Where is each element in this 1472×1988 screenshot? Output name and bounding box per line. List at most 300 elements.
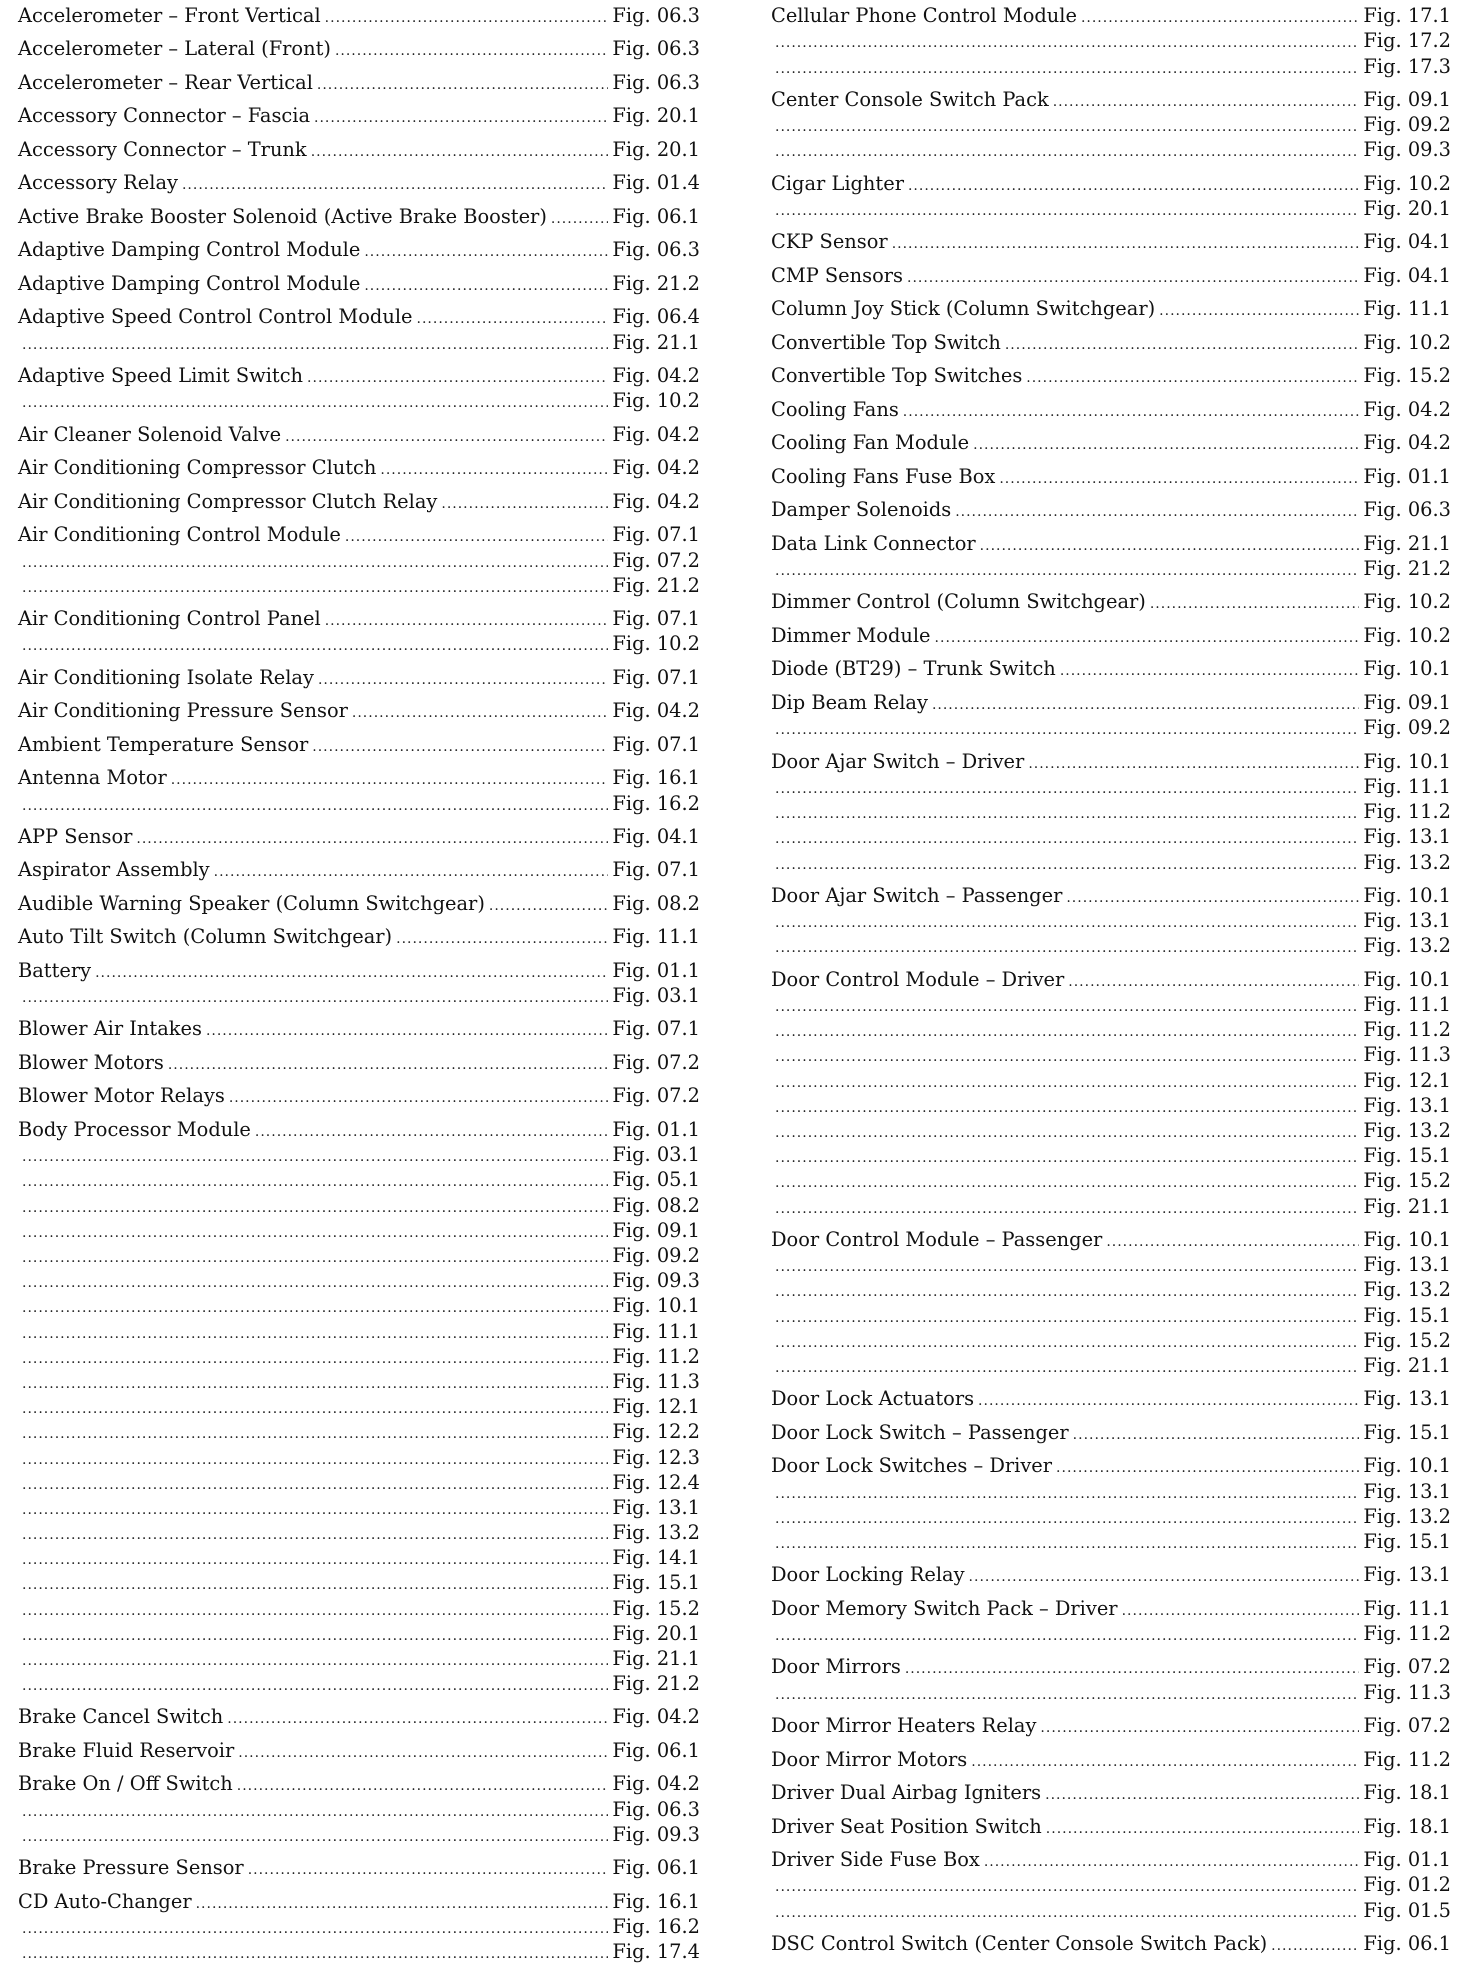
dot-leader xyxy=(1046,1817,1360,1842)
figure-reference: Fig. 09.2 xyxy=(1363,716,1451,740)
dot-leader xyxy=(314,106,608,131)
figure-reference: Fig. 13.1 xyxy=(1363,1093,1451,1117)
dot-leader xyxy=(905,1657,1360,1682)
index-entry xyxy=(18,732,700,757)
figure-reference: Fig. 09.2 xyxy=(1363,113,1451,137)
index-entry-line xyxy=(771,623,1451,648)
figure-reference: Fig. 10.2 xyxy=(1363,171,1451,195)
figure-reference: Fig. 15.1 xyxy=(1363,1529,1451,1553)
component-name: Air Conditioning Control Panel xyxy=(18,607,321,631)
figure-reference: Fig. 17.3 xyxy=(1363,54,1451,78)
component-name: Adaptive Damping Control Module xyxy=(18,271,361,295)
index-entry-line xyxy=(771,1596,1451,1621)
figure-reference: Fig. 03.1 xyxy=(612,1143,700,1167)
dot-leader xyxy=(311,140,609,165)
figure-reference: Fig. 07.1 xyxy=(612,523,700,547)
index-entry-continuation xyxy=(18,1621,700,1646)
component-name: Door Ajar Switch – Passenger xyxy=(771,883,1063,907)
figure-reference: Fig. 07.2 xyxy=(1363,1655,1451,1679)
dot-leader xyxy=(1066,886,1359,911)
index-entry xyxy=(771,363,1451,388)
figure-reference: Fig. 11.3 xyxy=(612,1369,700,1393)
index-entry xyxy=(771,1386,1451,1411)
index-entry-line xyxy=(18,698,700,723)
dot-leader xyxy=(318,668,608,693)
index-entry-line xyxy=(771,656,1451,681)
component-name: Dimmer Control (Column Switchgear) xyxy=(771,590,1146,614)
figure-reference: Fig. 15.1 xyxy=(612,1571,700,1595)
figure-reference: Fig. 13.1 xyxy=(612,1495,700,1519)
figure-reference: Fig. 04.2 xyxy=(612,489,700,513)
index-column-right xyxy=(771,3,1451,1964)
component-name: Data Link Connector xyxy=(771,531,976,555)
dot-leader xyxy=(22,1624,608,1649)
index-entry xyxy=(771,1747,1451,1772)
component-name: Air Conditioning Pressure Sensor xyxy=(18,699,348,723)
index-entry-continuation xyxy=(18,1646,700,1671)
index-entry xyxy=(771,1453,1451,1554)
component-name: Adaptive Damping Control Module xyxy=(18,238,361,262)
component-name: Convertible Top Switch xyxy=(771,330,1001,354)
figure-reference: Fig. 13.1 xyxy=(1363,1479,1451,1503)
index-entry xyxy=(18,237,700,262)
dot-leader xyxy=(1005,333,1360,358)
figure-reference: Fig. 10.2 xyxy=(612,389,700,413)
index-entry-continuation xyxy=(18,548,700,573)
dot-leader xyxy=(417,307,609,332)
dot-leader xyxy=(22,1170,608,1195)
figure-reference: Fig. 16.2 xyxy=(612,791,700,815)
figure-reference: Fig. 11.1 xyxy=(1363,1596,1451,1620)
index-entry-continuation xyxy=(771,28,1451,53)
figure-reference: Fig. 10.2 xyxy=(612,632,700,656)
component-name: Accelerometer – Lateral (Front) xyxy=(18,37,331,61)
index-entry-continuation xyxy=(771,1680,1451,1705)
figure-reference: Fig. 06.1 xyxy=(612,1738,700,1762)
index-entry-continuation xyxy=(771,933,1451,958)
figure-reference: Fig. 15.1 xyxy=(1363,1420,1451,1444)
component-name: Door Lock Switch – Passenger xyxy=(771,1420,1069,1444)
index-entry xyxy=(771,749,1451,875)
figure-reference: Fig. 15.1 xyxy=(1363,1144,1451,1168)
dot-leader xyxy=(22,333,608,358)
figure-reference: Fig. 04.1 xyxy=(1363,230,1451,254)
dot-leader xyxy=(352,701,609,726)
figure-reference: Fig. 13.2 xyxy=(1363,934,1451,958)
index-entry-line xyxy=(18,522,700,547)
figure-reference: Fig. 09.3 xyxy=(612,1269,700,1293)
index-entry-continuation xyxy=(771,1277,1451,1302)
figure-reference: Fig. 10.1 xyxy=(1363,749,1451,773)
dot-leader xyxy=(1068,970,1359,995)
figure-reference: Fig. 04.1 xyxy=(1363,263,1451,287)
component-name: DSC Control Switch (Center Console Switch Pack) xyxy=(771,1931,1268,1955)
figure-reference: Fig. 04.2 xyxy=(612,1705,700,1729)
figure-reference: Fig. 09.3 xyxy=(1363,138,1451,162)
figure-reference: Fig. 13.1 xyxy=(1363,1387,1451,1411)
component-name: Ambient Temperature Sensor xyxy=(18,732,309,756)
index-entry-line xyxy=(771,1453,1451,1478)
dot-leader xyxy=(1056,1456,1359,1481)
component-name: Door Control Module – Passenger xyxy=(771,1227,1103,1251)
index-entry xyxy=(18,1771,700,1847)
dot-leader xyxy=(22,391,608,416)
index-entry-continuation xyxy=(18,1470,700,1495)
figure-reference: Fig. 13.1 xyxy=(1363,1563,1451,1587)
component-name: Convertible Top Switches xyxy=(771,364,1023,388)
component-name: Cellular Phone Control Module xyxy=(771,4,1077,27)
figure-reference: Fig. 15.2 xyxy=(1363,364,1451,388)
dot-leader xyxy=(775,57,1359,82)
index-entry xyxy=(771,87,1451,163)
index-entry xyxy=(18,1050,700,1075)
figure-reference: Fig. 04.2 xyxy=(612,422,700,446)
index-entry-continuation xyxy=(771,137,1451,162)
figure-reference: Fig. 10.1 xyxy=(1363,1454,1451,1478)
index-entry xyxy=(771,1562,1451,1587)
index-entry-continuation xyxy=(18,1914,700,1939)
index-entry xyxy=(18,1016,700,1041)
index-entry-line xyxy=(771,171,1451,196)
index-entry-line xyxy=(771,883,1451,908)
index-entry-line xyxy=(18,271,700,296)
index-entry-continuation xyxy=(771,992,1451,1017)
index-entry-continuation xyxy=(18,791,700,816)
index-entry-continuation xyxy=(771,1194,1451,1219)
index-entry-continuation xyxy=(18,1344,700,1369)
figure-reference: Fig. 04.2 xyxy=(612,456,700,480)
index-entry-line xyxy=(771,1386,1451,1411)
figure-reference: Fig. 01.1 xyxy=(1363,464,1451,488)
figure-reference: Fig. 07.2 xyxy=(612,548,700,572)
figure-reference: Fig. 11.1 xyxy=(1363,297,1451,321)
figure-reference: Fig. 05.1 xyxy=(612,1168,700,1192)
figure-reference: Fig. 20.1 xyxy=(1363,197,1451,221)
figure-reference: Fig. 21.2 xyxy=(612,573,700,597)
index-entry xyxy=(18,137,700,162)
component-name: Brake Cancel Switch xyxy=(18,1705,224,1729)
dot-leader xyxy=(22,1145,608,1170)
index-entry-continuation xyxy=(18,1570,700,1595)
figure-reference: Fig. 06.3 xyxy=(612,4,700,27)
dot-leader xyxy=(775,1071,1359,1096)
index-entry xyxy=(18,304,700,355)
dot-leader xyxy=(136,827,608,852)
component-name: Blower Air Intakes xyxy=(18,1017,202,1041)
index-entry-continuation xyxy=(18,573,700,598)
component-name: Cooling Fans xyxy=(771,397,899,421)
index-entry-continuation xyxy=(771,1252,1451,1277)
figure-reference: Fig. 01.1 xyxy=(612,1117,700,1141)
index-entry xyxy=(771,229,1451,254)
dot-leader xyxy=(775,777,1359,802)
dot-leader xyxy=(775,140,1359,165)
figure-reference: Fig. 18.1 xyxy=(1363,1814,1451,1838)
index-entry xyxy=(771,656,1451,681)
dot-leader xyxy=(775,115,1359,140)
dot-leader xyxy=(775,853,1359,878)
figure-reference: Fig. 17.1 xyxy=(1363,4,1451,27)
dot-leader xyxy=(908,174,1359,199)
index-entry-line xyxy=(18,665,700,690)
dot-leader xyxy=(325,6,609,31)
index-entry-continuation xyxy=(18,1293,700,1318)
dot-leader xyxy=(22,1599,608,1624)
index-entry xyxy=(18,958,700,1009)
index-entry-line xyxy=(18,455,700,480)
figure-reference: Fig. 13.2 xyxy=(1363,1504,1451,1528)
figure-reference: Fig. 12.1 xyxy=(1363,1068,1451,1092)
dot-leader xyxy=(22,1548,608,1573)
index-entry xyxy=(18,1889,700,1965)
index-entry xyxy=(18,857,700,882)
index-entry-line xyxy=(771,531,1451,556)
figure-reference: Fig. 09.1 xyxy=(612,1218,700,1242)
dot-leader xyxy=(22,1196,608,1221)
figure-reference: Fig. 21.1 xyxy=(1363,531,1451,555)
index-entry xyxy=(18,824,700,849)
index-entry-line xyxy=(771,3,1451,28)
dot-leader xyxy=(22,1800,608,1825)
component-name: Center Console Switch Pack xyxy=(771,87,1049,111)
index-entry-line xyxy=(18,1016,700,1041)
figure-reference: Fig. 10.1 xyxy=(1363,883,1451,907)
component-name: Column Joy Stick (Column Switchgear) xyxy=(771,297,1156,321)
component-name: Body Processor Module xyxy=(18,1117,251,1141)
index-entry-line xyxy=(18,1050,700,1075)
index-entry-continuation xyxy=(18,330,700,355)
index-entry-line xyxy=(771,1420,1451,1445)
figure-reference: Fig. 20.1 xyxy=(612,137,700,161)
index-entry xyxy=(771,1814,1451,1839)
component-name: Cooling Fans Fuse Box xyxy=(771,464,996,488)
figure-reference: Fig. 21.1 xyxy=(1363,1353,1451,1377)
component-name: Cooling Fan Module xyxy=(771,431,970,455)
figure-reference: Fig. 20.1 xyxy=(612,1621,700,1645)
component-name: Diode (BT29) – Trunk Switch xyxy=(771,657,1056,681)
figure-reference: Fig. 13.2 xyxy=(1363,1118,1451,1142)
dot-leader xyxy=(22,1347,608,1372)
dot-leader xyxy=(255,1120,609,1145)
dot-leader xyxy=(22,1422,608,1447)
dot-leader xyxy=(903,400,1360,425)
index-entry xyxy=(771,296,1451,321)
dot-leader xyxy=(307,366,608,391)
component-name: Door Lock Switches – Driver xyxy=(771,1454,1053,1478)
dot-leader xyxy=(973,433,1359,458)
figure-reference: Fig. 20.1 xyxy=(612,104,700,128)
figure-reference: Fig. 21.2 xyxy=(612,271,700,295)
component-name: APP Sensor xyxy=(18,824,133,848)
dot-leader xyxy=(22,1322,608,1347)
index-entry-continuation xyxy=(771,1168,1451,1193)
figure-reference: Fig. 09.1 xyxy=(1363,87,1451,111)
index-entry-continuation xyxy=(771,1303,1451,1328)
figure-reference: Fig. 04.2 xyxy=(1363,431,1451,455)
index-entry-continuation xyxy=(18,1142,700,1167)
figure-reference: Fig. 15.1 xyxy=(1363,1303,1451,1327)
index-entry-continuation xyxy=(18,1445,700,1470)
dot-leader xyxy=(237,1774,609,1799)
component-name: Brake Fluid Reservoir xyxy=(18,1738,235,1762)
index-entry-continuation xyxy=(18,1193,700,1218)
figure-reference: Fig. 12.2 xyxy=(612,1420,700,1444)
dot-leader xyxy=(168,1053,609,1078)
index-entry-continuation xyxy=(18,1797,700,1822)
index-entry xyxy=(771,1713,1451,1738)
component-name: Door Lock Actuators xyxy=(771,1387,975,1411)
dot-leader xyxy=(775,559,1359,584)
figure-reference: Fig. 11.1 xyxy=(612,925,700,949)
index-entry xyxy=(771,623,1451,648)
dot-leader xyxy=(1081,6,1359,31)
figure-reference: Fig. 06.3 xyxy=(612,70,700,94)
dot-leader xyxy=(441,492,608,517)
index-entry xyxy=(18,363,700,414)
dot-leader xyxy=(775,911,1359,936)
dot-leader xyxy=(22,794,608,819)
dot-leader xyxy=(775,1020,1359,1045)
index-entry-line xyxy=(771,1654,1451,1679)
dot-leader xyxy=(775,1045,1359,1070)
figure-reference: Fig. 21.2 xyxy=(1363,557,1451,581)
index-entry xyxy=(18,1117,700,1697)
dot-leader xyxy=(775,1875,1359,1900)
index-entry xyxy=(771,1931,1451,1956)
index-entry xyxy=(18,1738,700,1763)
index-entry-continuation xyxy=(18,1495,700,1520)
dot-leader xyxy=(22,1271,608,1296)
dot-leader xyxy=(364,274,608,299)
index-entry-line xyxy=(18,170,700,195)
index-entry-continuation xyxy=(771,1479,1451,1504)
index-entry-line xyxy=(18,1738,700,1763)
dot-leader xyxy=(775,936,1359,961)
dot-leader xyxy=(775,802,1359,827)
dot-leader xyxy=(1150,592,1360,617)
index-entry-line xyxy=(18,1083,700,1108)
index-entry-continuation xyxy=(771,1529,1451,1554)
index-entry-continuation xyxy=(771,1143,1451,1168)
figure-reference: Fig. 01.2 xyxy=(1363,1873,1451,1897)
index-entry-continuation xyxy=(18,631,700,656)
index-entry-line xyxy=(18,824,700,849)
dot-leader xyxy=(396,927,608,952)
figure-reference: Fig. 13.1 xyxy=(1363,909,1451,933)
index-entry-line xyxy=(771,1931,1451,1956)
index-entry-line xyxy=(18,36,700,61)
figure-reference: Fig. 16.1 xyxy=(612,766,700,790)
dot-leader xyxy=(775,1096,1359,1121)
index-entry-continuation xyxy=(18,1268,700,1293)
dot-leader xyxy=(775,827,1359,852)
figure-reference: Fig. 06.3 xyxy=(1363,498,1451,522)
index-entry-continuation xyxy=(18,1596,700,1621)
component-name: Driver Seat Position Switch xyxy=(771,1814,1042,1838)
dot-leader xyxy=(22,576,608,601)
figure-reference: Fig. 10.1 xyxy=(1363,967,1451,991)
dot-leader xyxy=(775,1507,1359,1532)
index-entry-line xyxy=(18,857,700,882)
index-entry-continuation xyxy=(771,1898,1451,1923)
figure-reference: Fig. 07.1 xyxy=(612,858,700,882)
index-entry xyxy=(771,589,1451,614)
dot-leader xyxy=(22,1296,608,1321)
index-entry-line xyxy=(18,1889,700,1914)
component-name: Air Conditioning Compressor Clutch Relay xyxy=(18,489,438,513)
dot-leader xyxy=(980,534,1360,559)
index-entry-continuation xyxy=(771,1017,1451,1042)
dot-leader xyxy=(22,1523,608,1548)
dot-leader xyxy=(1040,1716,1359,1741)
figure-reference: Fig. 12.4 xyxy=(612,1470,700,1494)
dot-leader xyxy=(22,551,608,576)
dot-leader xyxy=(22,1825,608,1850)
figure-reference: Fig. 08.2 xyxy=(612,891,700,915)
dot-leader xyxy=(22,634,608,659)
figure-reference: Fig. 08.2 xyxy=(612,1193,700,1217)
figure-reference: Fig. 10.2 xyxy=(1363,590,1451,614)
index-entry xyxy=(771,531,1451,582)
dot-leader xyxy=(312,735,608,760)
dot-leader xyxy=(229,1086,609,1111)
dot-leader xyxy=(775,1255,1359,1280)
dot-leader xyxy=(22,1246,608,1271)
index-entry-continuation xyxy=(771,824,1451,849)
dot-leader xyxy=(1271,1934,1359,1959)
index-entry-line xyxy=(771,229,1451,254)
index-entry-continuation xyxy=(18,1319,700,1344)
dot-leader xyxy=(932,693,1359,718)
index-entry-line xyxy=(771,87,1451,112)
component-name: Door Mirror Motors xyxy=(771,1747,968,1771)
index-entry-line xyxy=(771,1562,1451,1587)
dot-leader xyxy=(1026,366,1359,391)
index-entry xyxy=(771,497,1451,522)
figure-reference: Fig. 04.2 xyxy=(612,1772,700,1796)
index-entry xyxy=(18,606,700,657)
dot-leader xyxy=(248,1858,609,1883)
index-entry xyxy=(771,1420,1451,1445)
figure-reference: Fig. 15.2 xyxy=(1363,1328,1451,1352)
index-entry xyxy=(771,883,1451,959)
dot-leader xyxy=(971,1750,1359,1775)
dot-leader xyxy=(22,1448,608,1473)
figure-reference: Fig. 07.1 xyxy=(612,732,700,756)
index-entry-line xyxy=(18,1855,700,1880)
index-entry-line xyxy=(18,137,700,162)
index-entry-continuation xyxy=(771,1042,1451,1067)
component-name: Air Cleaner Solenoid Valve xyxy=(18,422,282,446)
figure-reference: Fig. 11.3 xyxy=(1363,1043,1451,1067)
dot-leader xyxy=(775,1901,1359,1926)
index-entry xyxy=(18,103,700,128)
index-entry-continuation xyxy=(771,556,1451,581)
dot-leader xyxy=(892,232,1360,257)
figure-reference: Fig. 06.3 xyxy=(612,238,700,262)
figure-reference: Fig. 06.3 xyxy=(612,1797,700,1821)
figure-reference: Fig. 07.2 xyxy=(612,1050,700,1074)
index-entry-line xyxy=(771,363,1451,388)
figure-reference: Fig. 11.2 xyxy=(1363,1747,1451,1771)
dot-leader xyxy=(1053,90,1360,115)
figure-reference: Fig. 11.2 xyxy=(1363,800,1451,824)
dot-leader xyxy=(182,173,608,198)
index-entry-line xyxy=(18,1771,700,1796)
figure-reference: Fig. 12.3 xyxy=(612,1445,700,1469)
index-entry xyxy=(18,698,700,723)
component-name: CKP Sensor xyxy=(771,230,888,254)
